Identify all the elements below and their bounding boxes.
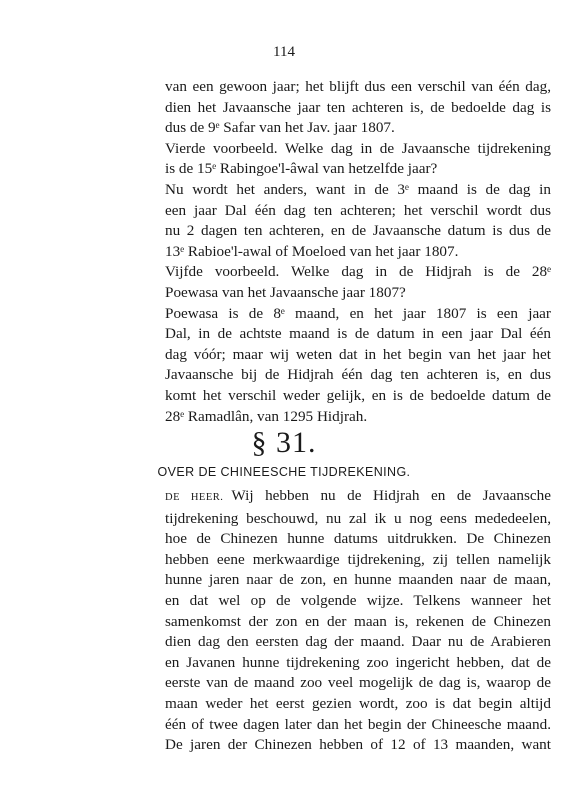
section-heading: OVER DE CHINEESCHE TIJDREKENING.: [157, 465, 411, 479]
page-number: 114: [273, 44, 295, 60]
text-line: Vijfde voorbeeld. Welke dag in de Hidjrah is de 28ᵉ: [165, 263, 551, 281]
text-line: 13ᵉ Rabioe'l-awal of Moeloed van het jaar 1807.: [165, 242, 459, 260]
text-line: dag vóór; maar wij weten dat in het begin van het jaar het: [165, 345, 551, 363]
text-line: hoe de Chinezen hunne datums uitdrukken. De Chinezen: [165, 530, 551, 548]
text-line-first: [165, 486, 551, 509]
speaker-label: DE HEER.: [165, 492, 224, 503]
text-line: één of twee dagen later dan het begin der Chineesche maand.: [165, 715, 551, 733]
text-line: dien het Javaansche jaar ten achteren is, de bedoelde dag is: [165, 98, 551, 116]
text-line: komt het verschil weder gelijk, en is de bedoelde datum de: [165, 386, 551, 404]
text-line: en Javanen hunne tijdrekening zoo ingericht hebben, dat de: [165, 653, 551, 671]
text-line: dus de 9ᵉ Safar van het Jav. jaar 1807.: [165, 119, 395, 137]
text-line: maan weder het eerst gezien wordt, zoo is dat begin altijd: [165, 694, 551, 712]
text-line-content: Wij hebben nu de Hidjrah en de Javaansche: [231, 487, 551, 504]
examples-paragraphs: [165, 77, 551, 427]
text-line: hebben eene merkwaardige tijdrekening, zij tellen namelijk: [165, 550, 551, 568]
chinese-calendar-paragraph: [165, 486, 551, 756]
text-line: hunne jaren naar de zon, en hunne maanden naar de maan,: [165, 571, 551, 589]
text-line: van een gewoon jaar; het blijft dus een verschil van één dag,: [165, 78, 551, 95]
text-line: een jaar Dal één dag ten achteren; het verschil wordt dus: [165, 201, 551, 219]
text-line: en dat wel op de volgende wijze. Telkens wanneer het: [165, 591, 551, 609]
text-line: Poewasa van het Javaansche jaar 1807?: [165, 283, 406, 301]
text-line: samenkomst der zon en der maan is, rekenen de Chinezen: [165, 612, 551, 630]
text-line: De jaren der Chinezen hebben of 12 of 13 maanden, want: [165, 736, 551, 754]
text-line: nu 2 dagen ten achteren, en de Javaansche datum is dus de: [165, 222, 551, 240]
text-line: Dal, in de achtste maand is de datum in een jaar Dal één: [165, 325, 551, 343]
text-line: 28ᵉ Ramadlân, van 1295 Hidjrah.: [165, 407, 368, 425]
text-line: tijdrekening beschouwd, nu zal ik u nog eens mededeelen,: [165, 509, 551, 527]
text-line: Vierde voorbeeld. Welke dag in de Javaansche tijdrekening: [165, 139, 551, 157]
text-line: dien dag den eersten dag der maand. Daar nu de Arabieren: [165, 633, 551, 651]
section-number-title: § 31.: [251, 426, 317, 459]
text-line: is de 15ᵉ Rabingoe'l-âwal van hetzelfde jaar?: [165, 160, 438, 178]
text-line: Javaansche bij de Hidjrah één dag ten achteren is, en dus: [165, 366, 551, 384]
text-line: Nu wordt het anders, want in de 3ᵉ maand is de dag in: [165, 180, 551, 198]
text-line: eerste van de maand zoo veel mogelijk de dag is, waarop de: [165, 674, 551, 692]
text-line: Poewasa is de 8ᵉ maand, en het jaar 1807 is een jaar: [165, 304, 551, 322]
